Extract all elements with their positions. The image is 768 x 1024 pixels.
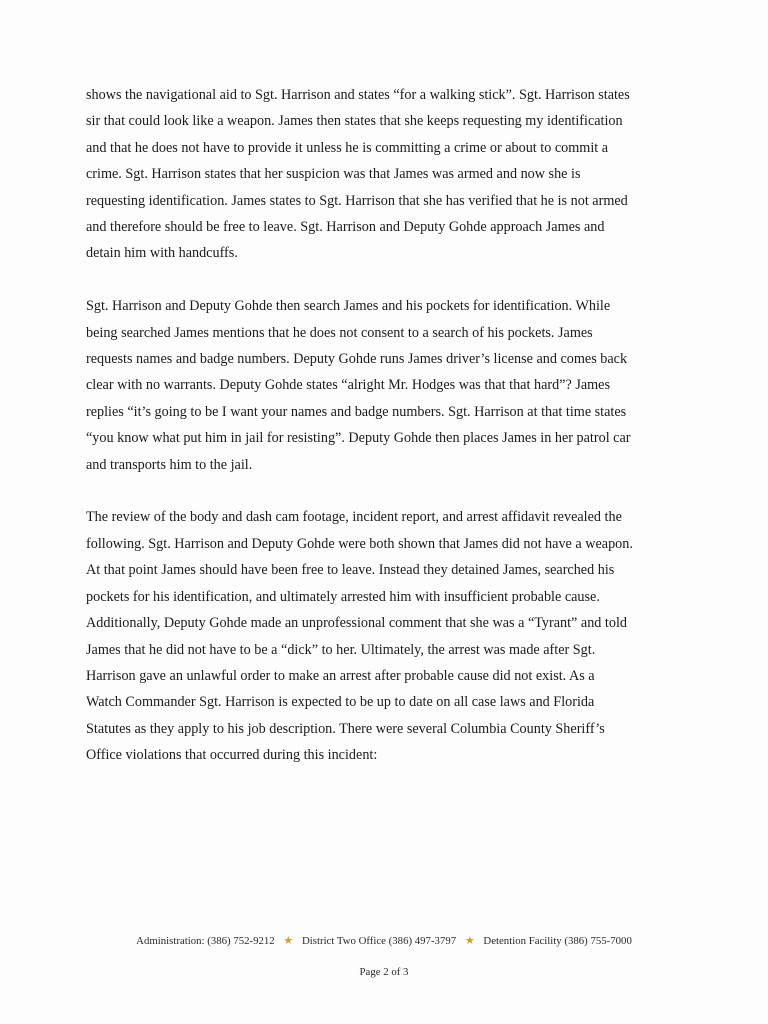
paragraph-2: [86, 293, 686, 478]
text-line: At that point James should have been free to leave. Instead they detained James, searched his: [86, 562, 615, 579]
text-line: Additionally, Deputy Gohde made an unprofessional comment that she was a “Tyrant” and told: [86, 615, 628, 632]
text-line: requests names and badge numbers. Deputy Gohde runs James driver’s license and comes back: [86, 351, 628, 368]
text-line: “you know what put him in jail for resisting”. Deputy Gohde then places James in her patrol car: [86, 430, 631, 447]
text-line: and therefore should be free to leave. Sgt. Harrison and Deputy Gohde approach James and: [86, 219, 605, 236]
text-line: pockets for his identification, and ultimately arrested him with insufficient probable cause.: [86, 588, 600, 605]
text-line: Statutes as they apply to his job description. There were several Columbia County Sheriff’s: [86, 720, 605, 737]
paragraph-3: [86, 504, 686, 768]
text-line: following. Sgt. Harrison and Deputy Gohde were both shown that James did not have a weapon.: [86, 535, 633, 552]
star-icon: ★: [283, 935, 294, 947]
text-line: Harrison gave an unlawful order to make an arrest after probable cause did not exist. As a: [86, 667, 595, 684]
footer-contacts: [0, 934, 768, 947]
text-line: Watch Commander Sgt. Harrison is expected to be up to date on all case laws and Florida: [86, 694, 595, 711]
text-line: Office violations that occurred during this incident:: [86, 747, 378, 764]
text-line: clear with no warrants. Deputy Gohde states “alright Mr. Hodges was that that hard”? James: [86, 377, 610, 394]
text-line: and transports him to the jail.: [86, 456, 253, 473]
document-body: [86, 82, 686, 769]
footer-detention: Detention Facility (386) 755-7000: [483, 935, 632, 947]
text-line: James that he did not have to be a “dick” to her. Ultimately, the arrest was made after Sgt.: [86, 641, 596, 658]
text-line: requesting identification. James states to Sgt. Harrison that she has verified that he is not armed: [86, 192, 628, 209]
text-line: sir that could look like a weapon. James then states that she keeps requesting my identification: [86, 113, 623, 130]
text-line: detain him with handcuffs.: [86, 245, 238, 262]
text-line: being searched James mentions that he does not consent to a search of his pockets. James: [86, 324, 593, 341]
text-line: shows the navigational aid to Sgt. Harrison and states “for a walking stick”. Sgt. Harrison states: [86, 87, 630, 103]
text-line: and that he does not have to provide it unless he is committing a crime or about to commit a: [86, 139, 609, 156]
footer-administration: Administration: (386) 752-9212: [136, 935, 275, 947]
footer-district-two: District Two Office (386) 497-3797: [301, 935, 457, 947]
paragraph-1: [86, 82, 686, 267]
text-line: crime. Sgt. Harrison states that her suspicion was that James was armed and now she is: [86, 166, 581, 183]
text-line: The review of the body and dash cam footage, incident report, and arrest affidavit revealed the: [86, 509, 622, 526]
star-icon: ★: [464, 935, 475, 947]
text-line: replies “it’s going to be I want your names and badge numbers. Sgt. Harrison at that time states: [86, 403, 627, 420]
page-number: Page 2 of 3: [359, 966, 409, 978]
text-line: Sgt. Harrison and Deputy Gohde then search James and his pockets for identification. While: [86, 298, 611, 315]
